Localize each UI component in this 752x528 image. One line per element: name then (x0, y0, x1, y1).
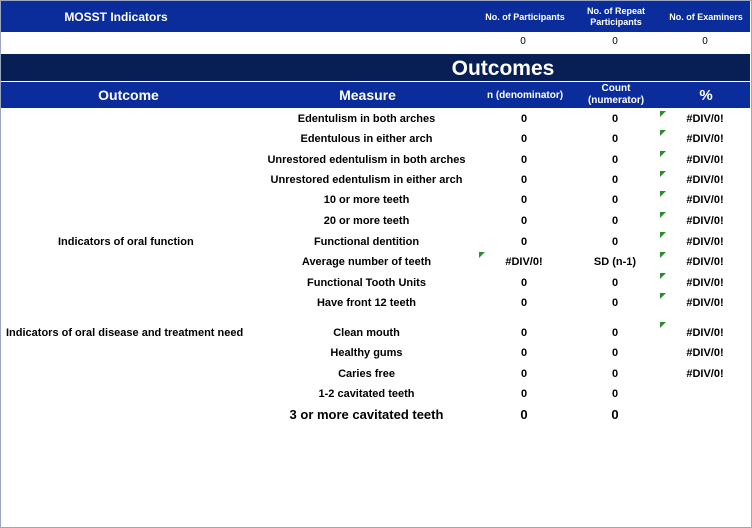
denominator-cell: 0 (520, 327, 528, 339)
percent-cell: #DIV/0! (686, 297, 724, 309)
percent-cell: #DIV/0! (686, 215, 724, 227)
repeat-participants-value[interactable]: 0 (612, 36, 618, 47)
percent-cell: #DIV/0! (686, 133, 724, 145)
count-cell: 0 (611, 277, 619, 289)
measure-cell: Average number of teeth (301, 256, 432, 268)
repeat-participants-header: No. of Repeat Participants (586, 5, 645, 27)
measure-cell: 20 or more teeth (323, 215, 410, 227)
count-cell: 0 (611, 297, 619, 309)
percent-cell: #DIV/0! (686, 194, 724, 206)
comment-marker-icon[interactable] (660, 171, 666, 177)
percent-cell: #DIV/0! (686, 277, 724, 289)
denominator-cell: 0 (520, 133, 528, 145)
denominator-cell: 0 (520, 174, 528, 186)
percent-cell: #DIV/0! (686, 154, 724, 166)
count-cell: 0 (611, 327, 619, 339)
participants-value[interactable]: 0 (520, 36, 526, 47)
percent-cell: #DIV/0! (686, 113, 724, 125)
comment-marker-icon[interactable] (660, 322, 666, 328)
comment-marker-icon[interactable] (660, 151, 666, 157)
measure-cell: Caries free (338, 368, 395, 380)
measure-cell: Functional Tooth Units (307, 277, 426, 289)
outcomes-banner (1, 54, 750, 81)
count-cell: 0 (611, 407, 619, 422)
count-cell: 0 (611, 347, 619, 359)
denominator-cell: 0 (520, 388, 528, 400)
percent-cell: #DIV/0! (686, 327, 724, 339)
participants-header: No. of Participants (485, 11, 565, 22)
count-cell: 0 (611, 368, 619, 380)
header-bar (1, 1, 750, 32)
measure-cell: Unrestored edentulism in either arch (270, 174, 463, 186)
percent-cell: #DIV/0! (686, 368, 724, 380)
group-oral-disease: Indicators of oral disease and treatment need (6, 327, 244, 339)
denominator-cell: 0 (520, 347, 528, 359)
examiners-header: No. of Examiners (669, 11, 743, 22)
denominator-cell: 0 (520, 297, 528, 309)
percent-cell: #DIV/0! (686, 236, 724, 248)
denominator-cell: 0 (520, 407, 528, 422)
comment-marker-icon[interactable] (660, 130, 666, 136)
denominator-cell: 0 (520, 277, 528, 289)
measure-cell: Edentulous in either arch (300, 133, 433, 145)
count-cell: SD (n-1) (593, 256, 637, 268)
measure-cell: 3 or more cavitated teeth (289, 407, 444, 422)
measure-cell: Healthy gums (330, 347, 403, 359)
measure-cell: Unrestored edentulism in both arches (267, 154, 466, 166)
examiners-value[interactable]: 0 (702, 36, 708, 47)
count-cell: 0 (611, 236, 619, 248)
measure-cell: 10 or more teeth (323, 194, 410, 206)
measure-cell: Have front 12 teeth (316, 297, 417, 309)
measure-cell: Clean mouth (333, 327, 400, 339)
percent-cell: #DIV/0! (686, 347, 724, 359)
measure-cell: Edentulism in both arches (297, 113, 436, 125)
count-cell: 0 (611, 133, 619, 145)
comment-marker-icon[interactable] (660, 191, 666, 197)
comment-marker-icon[interactable] (479, 252, 485, 258)
col-denominator: n (denominator) (486, 89, 564, 101)
count-cell: 0 (611, 174, 619, 186)
count-cell: 0 (611, 194, 619, 206)
col-count: Count (numerator) (587, 83, 645, 106)
denominator-cell: 0 (520, 113, 528, 125)
comment-marker-icon[interactable] (660, 232, 666, 238)
comment-marker-icon[interactable] (660, 111, 666, 117)
count-cell: 0 (611, 215, 619, 227)
denominator-cell: 0 (520, 194, 528, 206)
denominator-cell: 0 (520, 236, 528, 248)
measure-cell: Functional dentition (313, 236, 420, 248)
comment-marker-icon[interactable] (660, 273, 666, 279)
count-cell: 0 (611, 113, 619, 125)
comment-marker-icon[interactable] (660, 293, 666, 299)
count-cell: 0 (611, 388, 619, 400)
denominator-cell: #DIV/0! (505, 256, 543, 268)
col-outcome: Outcome (98, 87, 159, 103)
col-measure: Measure (339, 87, 396, 103)
count-cell: 0 (611, 154, 619, 166)
section-title: Outcomes (451, 57, 555, 80)
column-header-bar (1, 82, 750, 108)
denominator-cell: 0 (520, 215, 528, 227)
col-percent: % (699, 86, 713, 104)
measure-cell: 1-2 cavitated teeth (318, 388, 415, 400)
group-oral-function: Indicators of oral function (58, 236, 194, 248)
sheet-title: MOSST Indicators (64, 9, 168, 24)
comment-marker-icon[interactable] (660, 212, 666, 218)
denominator-cell: 0 (520, 368, 528, 380)
percent-cell: #DIV/0! (686, 256, 724, 268)
comment-marker-icon[interactable] (660, 252, 666, 258)
denominator-cell: 0 (520, 154, 528, 166)
percent-cell: #DIV/0! (686, 174, 724, 186)
